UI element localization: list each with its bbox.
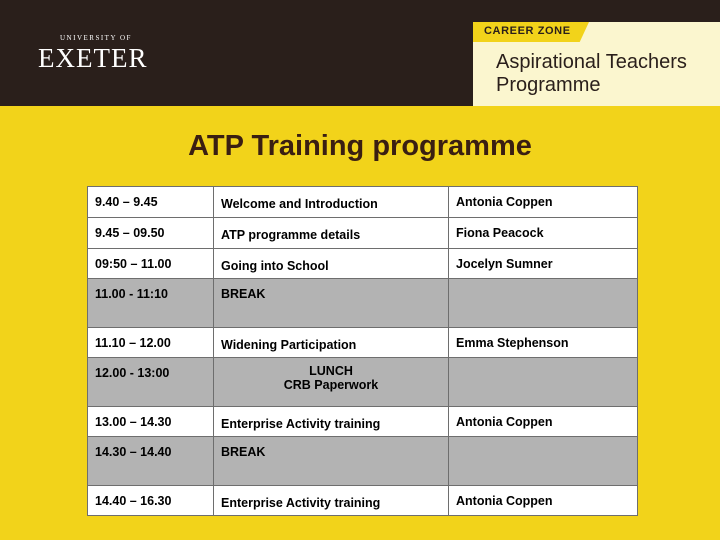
- event-cell: BREAK: [214, 279, 449, 328]
- schedule-table: [87, 186, 638, 516]
- schedule-row: [88, 407, 638, 437]
- programme-name-line2: Programme: [496, 74, 601, 96]
- event-line1: LUNCH: [309, 364, 353, 378]
- university-logo: [38, 34, 150, 78]
- event-cell: Enterprise Activity training: [214, 486, 449, 516]
- schedule-row: [88, 187, 638, 218]
- time-cell: 14.30 – 14.40: [88, 437, 214, 486]
- event-cell: [214, 358, 449, 407]
- time-cell: 9.40 – 9.45: [88, 187, 214, 218]
- event-line2: CRB Paperwork: [283, 378, 379, 392]
- event-cell: Welcome and Introduction: [214, 187, 449, 218]
- logo-name-text: EXETER: [38, 43, 148, 73]
- time-cell: 9.45 – 09.50: [88, 218, 214, 249]
- logo-small-text: UNIVERSITY OF: [60, 34, 132, 42]
- programme-name-line1: Aspirational Teachers: [496, 51, 687, 73]
- schedule-row-break: [88, 437, 638, 486]
- event-cell: Widening Participation: [214, 328, 449, 358]
- speaker-cell: Antonia Coppen: [449, 486, 638, 516]
- speaker-cell: Antonia Coppen: [449, 187, 638, 218]
- speaker-cell: Jocelyn Sumner: [449, 249, 638, 279]
- programme-brand-panel: [473, 22, 720, 106]
- speaker-cell: Antonia Coppen: [449, 407, 638, 437]
- schedule-row: [88, 218, 638, 249]
- time-cell: 12.00 - 13:00: [88, 358, 214, 407]
- schedule-row: [88, 486, 638, 516]
- speaker-cell: [449, 358, 638, 407]
- header-bar: [0, 0, 720, 106]
- event-cell: Enterprise Activity training: [214, 407, 449, 437]
- time-cell: 13.00 – 14.30: [88, 407, 214, 437]
- event-cell: BREAK: [214, 437, 449, 486]
- event-cell: Going into School: [214, 249, 449, 279]
- schedule-row: [88, 249, 638, 279]
- speaker-cell: Emma Stephenson: [449, 328, 638, 358]
- schedule-row: [88, 328, 638, 358]
- page-title: ATP Training programme: [188, 130, 532, 162]
- event-cell: ATP programme details: [214, 218, 449, 249]
- speaker-cell: [449, 279, 638, 328]
- time-cell: 09:50 – 11.00: [88, 249, 214, 279]
- time-cell: 11.00 - 11:10: [88, 279, 214, 328]
- speaker-cell: Fiona Peacock: [449, 218, 638, 249]
- schedule-row-break: [88, 279, 638, 328]
- career-zone-label: CAREER ZONE: [484, 25, 571, 37]
- time-cell: 11.10 – 12.00: [88, 328, 214, 358]
- time-cell: 14.40 – 16.30: [88, 486, 214, 516]
- schedule-row-lunch: [88, 358, 638, 407]
- speaker-cell: [449, 437, 638, 486]
